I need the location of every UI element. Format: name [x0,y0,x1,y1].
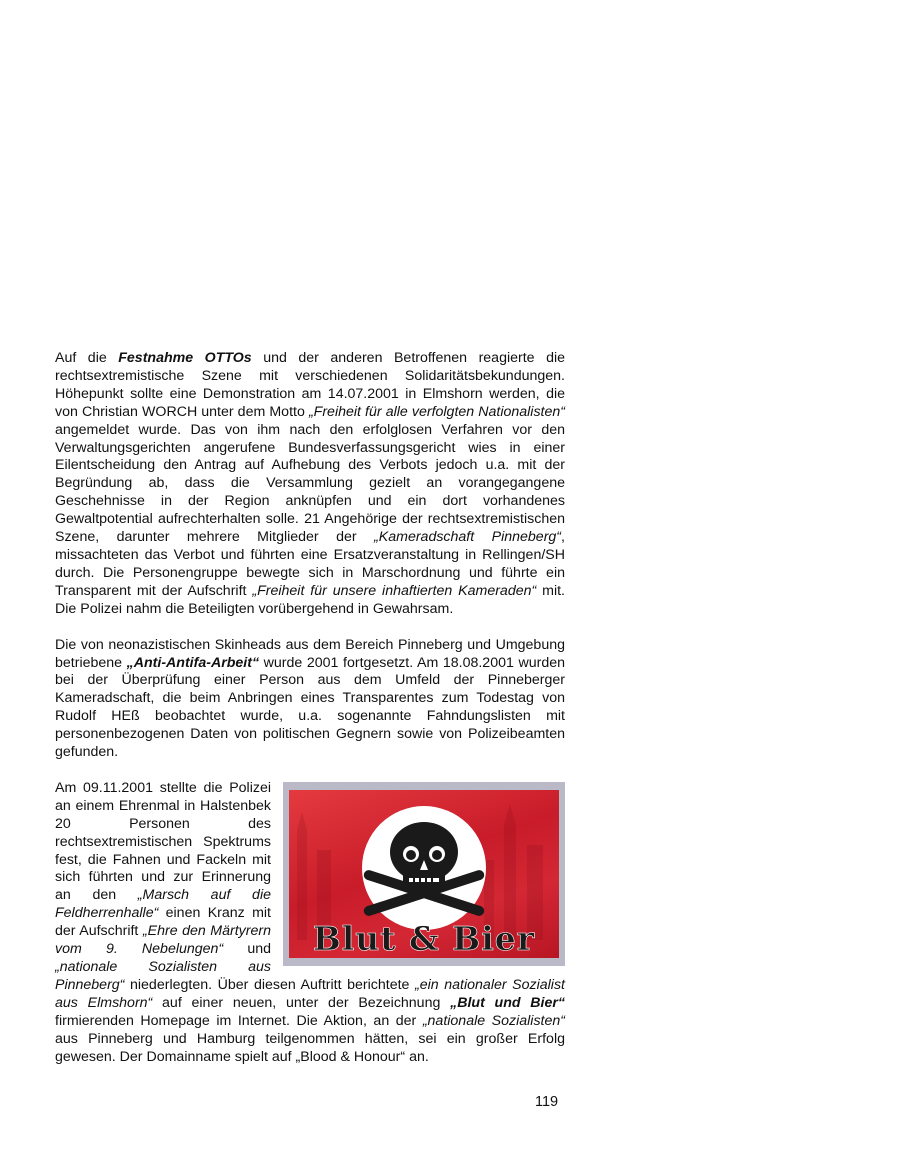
text-run: Auf die [55,350,119,366]
paragraph-festnahme [55,350,565,619]
flag-emblem-graphic [289,790,559,958]
paragraph-halstenbek-block [55,780,565,1067]
text-run: niederlegten. Über diesen Auftritt berichtete [124,976,416,993]
text-run: mit. Die Polizei nahm die Beteiligten vorübergehend in Gewahrsam. [55,582,565,617]
banner-text: Blut & Bier [312,918,536,958]
emphasized-text: „Freiheit für unsere inhaftierten Kameraden“ [252,582,537,599]
text-run: Die von neonazistischen Skinheads aus dem Bereich Pinneberg und Umgebung betriebene [55,636,565,671]
text-run: einen Kranz mit der Aufschrift [55,905,271,940]
emphasized-text: „ein nationaler Sozialist aus Elmshorn“ [55,976,565,1011]
emphasized-text: „Marsch auf die Feldherrenhalle“ [55,887,271,922]
text-run: Am 09.11.2001 stellte die Polizei an einem Ehrenmal in Halstenbek 20 Personen des rechtsextremistischen Spektrums fest, die Fahnen und Fackeln mit sich führten und zur Erinnerung an den [55,779,271,904]
text-run: und [223,941,271,958]
emphasized-text: „nationale Sozialisten“ [422,1012,566,1029]
paragraph-anti-antifa [55,637,565,762]
text-run: angemeldet wurde. Das von ihm nach den erfolglosen Verfahren vor den Verwaltungsgerichten angerufene Bundesverfassungsgericht wies in einer Eilentscheidung den Antrag auf Aufhebung des Verbots jedoch u.a. mit der Begründung ab, dass die Versammlung gezielt an vorangegangene Geschehnisse in der Region anknüpfen und ein dort vorhandenes Gewaltpotential aufrechterhalten solle. 21 Angehörige der rechtsextremistischen Szene, darunter mehrere Mitglieder der [55,421,565,546]
emphasized-text: „nationale Sozialisten aus Pinneberg“ [55,959,271,993]
text-run: auf einer neuen, unter der Bezeichnung [152,994,451,1011]
emphasized-text: „Freiheit für alle verfolgten Nationalisten“ [308,403,565,420]
emphasized-text: „Kameradschaft Pinneberg“ [374,529,562,546]
emphasized-text: „Anti-Antifa-Arbeit“ [126,654,260,671]
document-body [55,350,565,1066]
text-run: aus Pinneberg und Hamburg teilgenommen hätten, sei ein großer Erfolg gewesen. Der Domainname spielt auf „Blood & Honour“ an. [55,1030,565,1065]
emphasized-text: „Ehre den Märtyrern vom 9. Nebelungen“ [55,923,271,958]
text-run: und der anderen Betroffenen reagierte die rechtsextremistische Szene mit verschiedenen Solidaritätsbekundungen. Höhepunkt sollte eine Demonstration am 14.07.2001 in Elmshorn werden, die von Christian WORCH unter dem Motto [55,350,565,420]
blut-und-bier-flag-image [283,782,565,966]
page-number: 119 [535,1094,559,1110]
red-flag [289,790,559,958]
text-run: wurde 2001 fortgesetzt. Am 18.08.2001 wurden bei der Überprüfung einer Person aus dem Umfeld der Pinneberger Kameradschaft, die beim Anbringen eines Transparentes zum Todestag von Rudolf HEß beobachtet wurde, u.a. sogenannte Fahndungslisten mit personenbezogenen Daten von politischen Gegnern sowie von Polizeibeamten gefunden. [55,654,565,761]
text-run: , missachteten das Verbot und führten eine Ersatzveranstaltung in Rellingen/SH durch. Die Personengruppe bewegte sich in Marschordnung und führte ein Transparent mit der Aufschrift [55,529,565,599]
emphasized-text: Festnahme OTTOs [118,350,252,366]
text-run: firmierenden Homepage im Internet. Die Aktion, an der [55,1012,423,1029]
emphasized-text: „Blut und Bier“ [450,994,566,1011]
